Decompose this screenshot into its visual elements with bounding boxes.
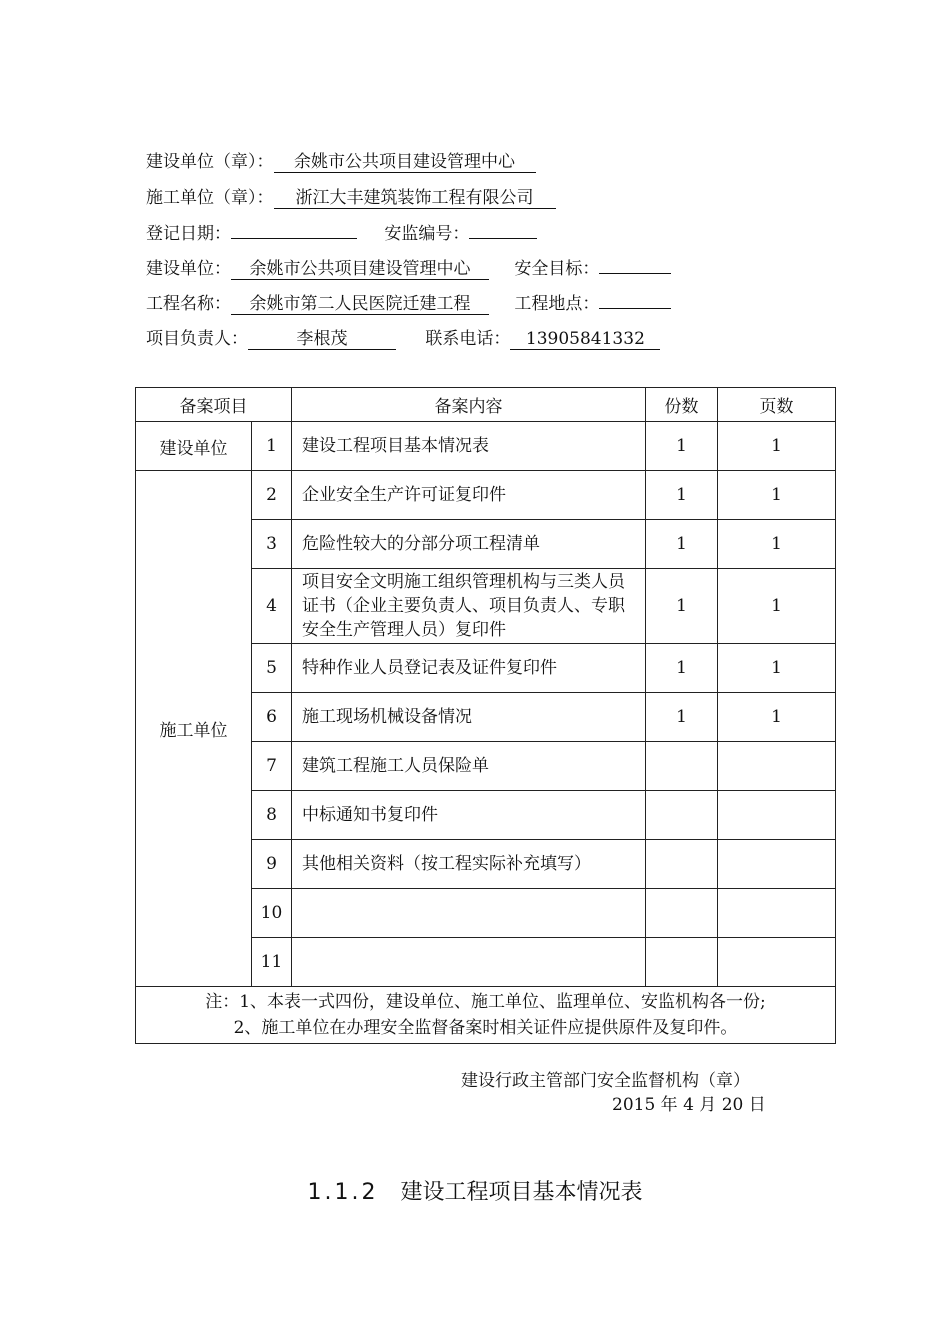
row-pages: 1 xyxy=(718,569,836,644)
section-title: 建设工程项目基本情况表 xyxy=(400,1180,643,1205)
safety-no-label: 安监编号： xyxy=(384,224,470,244)
construct-unit-value: 浙江大丰建筑装饰工程有限公司 xyxy=(274,188,556,209)
note-line-1: 注：1、本表一式四份，建设单位、施工单位、监理单位、安监机构各一份; xyxy=(205,992,766,1012)
project-name-label: 工程名称： xyxy=(146,294,231,314)
construct-unit-label: 施工单位（章）： xyxy=(146,188,274,208)
project-site-value xyxy=(599,308,671,309)
row-copies: 1 xyxy=(646,693,718,742)
manager-label: 项目负责人： xyxy=(146,329,248,349)
section-heading xyxy=(0,1175,950,1206)
safety-target-label: 安全目标： xyxy=(514,259,600,279)
safety-no-value xyxy=(469,238,537,239)
row-pages xyxy=(718,840,836,889)
row-copies: 1 xyxy=(646,569,718,644)
section-number: 1.1.2 xyxy=(307,1180,379,1205)
row-content: 中标通知书复印件 xyxy=(292,791,646,840)
safety-target-value xyxy=(599,273,671,274)
row-number: 11 xyxy=(252,938,292,987)
row-content: 建筑工程施工人员保险单 xyxy=(292,742,646,791)
row-number: 3 xyxy=(252,520,292,569)
row-content xyxy=(292,938,646,987)
phone-value: 13905841332 xyxy=(510,329,660,350)
header-copies: 份数 xyxy=(646,388,718,422)
build-unit-label: 建设单位（章）： xyxy=(146,152,274,172)
row-number: 4 xyxy=(252,569,292,644)
project-name-line xyxy=(146,293,671,315)
build-unit2-label: 建设单位： xyxy=(146,259,231,279)
row-pages: 1 xyxy=(718,644,836,693)
row-copies: 1 xyxy=(646,471,718,520)
build-unit-line xyxy=(146,151,536,173)
row-content: 施工现场机械设备情况 xyxy=(292,693,646,742)
table-row xyxy=(136,422,836,471)
row-number: 9 xyxy=(252,840,292,889)
row-copies xyxy=(646,889,718,938)
build-unit2-line xyxy=(146,258,671,280)
row-pages: 1 xyxy=(718,422,836,471)
reg-date-label: 登记日期： xyxy=(146,224,231,244)
row-number: 1 xyxy=(252,422,292,471)
row-content: 建设工程项目基本情况表 xyxy=(292,422,646,471)
row-content: 特种作业人员登记表及证件复印件 xyxy=(292,644,646,693)
construct-unit-line xyxy=(146,187,556,209)
row-content: 项目安全文明施工组织管理机构与三类人员证书（企业主要负责人、项目负责人、专职安全生产管理人员）复印件 xyxy=(292,569,646,644)
row-pages xyxy=(718,889,836,938)
build-unit-value: 余姚市公共项目建设管理中心 xyxy=(274,152,536,173)
row-copies xyxy=(646,791,718,840)
phone-label: 联系电话： xyxy=(425,329,511,349)
row-content xyxy=(292,889,646,938)
row-number: 8 xyxy=(252,791,292,840)
row-copies: 1 xyxy=(646,520,718,569)
row-copies: 1 xyxy=(646,644,718,693)
manager-line xyxy=(146,328,660,350)
row-number: 10 xyxy=(252,889,292,938)
manager-value: 李根茂 xyxy=(248,329,396,350)
row-content: 企业安全生产许可证复印件 xyxy=(292,471,646,520)
header-pages: 页数 xyxy=(718,388,836,422)
table-note-row xyxy=(136,987,836,1044)
project-name-value: 余姚市第二人民医院迁建工程 xyxy=(231,294,489,315)
row-copies: 1 xyxy=(646,422,718,471)
reg-date-line xyxy=(146,223,537,245)
note-line-2: 2、施工单位在办理安全监督备案时相关证件应提供原件及复印件。 xyxy=(233,1018,738,1038)
build-unit2-value: 余姚市公共项目建设管理中心 xyxy=(231,259,489,280)
filing-table xyxy=(135,387,836,1044)
signature-date: 2015 年 4 月 20 日 xyxy=(612,1095,766,1115)
row-number: 7 xyxy=(252,742,292,791)
project-site-label: 工程地点： xyxy=(514,294,600,314)
row-content: 危险性较大的分部分项工程清单 xyxy=(292,520,646,569)
row-number: 5 xyxy=(252,644,292,693)
table-header-row xyxy=(136,388,836,422)
table-row xyxy=(136,471,836,520)
row-copies xyxy=(646,840,718,889)
row-pages: 1 xyxy=(718,693,836,742)
group-construct-unit: 施工单位 xyxy=(136,471,252,987)
row-copies xyxy=(646,742,718,791)
group-build-unit: 建设单位 xyxy=(136,422,252,471)
row-pages xyxy=(718,742,836,791)
row-pages: 1 xyxy=(718,471,836,520)
row-number: 2 xyxy=(252,471,292,520)
row-copies xyxy=(646,938,718,987)
reg-date-value xyxy=(231,238,357,239)
header-item: 备案项目 xyxy=(136,388,292,422)
row-pages xyxy=(718,938,836,987)
table-note xyxy=(136,987,836,1044)
supervision-org: 建设行政主管部门安全监督机构（章） xyxy=(461,1071,750,1091)
header-content: 备案内容 xyxy=(292,388,646,422)
row-pages xyxy=(718,791,836,840)
row-pages: 1 xyxy=(718,520,836,569)
row-content: 其他相关资料（按工程实际补充填写） xyxy=(292,840,646,889)
row-number: 6 xyxy=(252,693,292,742)
